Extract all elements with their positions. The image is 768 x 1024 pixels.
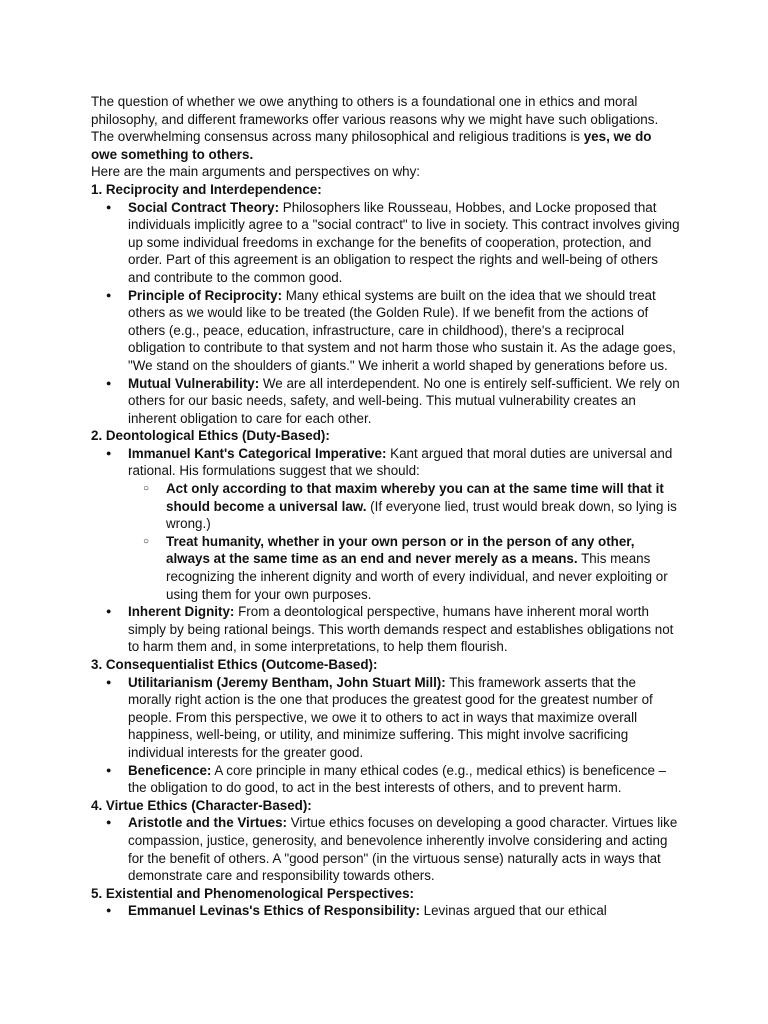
list-item (91, 375, 681, 428)
list-item (91, 674, 681, 762)
list-item (91, 199, 681, 287)
item-term: Social Contract Theory: (128, 199, 280, 215)
subitem-text: (If everyone lied, trust would break down, so lying is wrong.) (166, 498, 677, 532)
intro-lead: Here are the main arguments and perspectives on why: (91, 164, 420, 180)
section-5-title: 5. Existential and Phenomenological Perspectives: (91, 885, 414, 901)
subitem-text: This means recognizing the inherent dignity and worth of every individual, and never exploiting or using them for your own purposes. (166, 551, 668, 602)
item-term: Utilitarianism (Jeremy Bentham, John Stuart Mill): (128, 674, 446, 690)
section-4-title: 4. Virtue Ethics (Character-Based): (91, 797, 312, 813)
list-item (91, 902, 681, 920)
subitem-term: Treat humanity, whether in your own person or in the person of any other, always at the same time as an end and never merely as a means. (166, 533, 635, 567)
item-term: Mutual Vulnerability: (128, 375, 260, 391)
item-text: From a deontological perspective, humans have inherent moral worth simply by being rational beings. This worth demands respect and establishes obligations not to harm them and, in some interpretations, to help them flourish. (128, 604, 674, 655)
item-term: Immanuel Kant's Categorical Imperative: (128, 445, 387, 461)
list-item (91, 445, 681, 603)
intro-paragraph (91, 93, 681, 163)
item-term: Inherent Dignity: (128, 604, 235, 620)
intro-text: The question of whether we owe anything to others is a foundational one in ethics and moral philosophy, and different frameworks offer various reasons why we might have such obligations. The overwhelming consensus across many philosophical and religious traditions is (91, 94, 659, 145)
sub-list (128, 480, 681, 603)
intro-bold-text: yes, we do owe something to others. (91, 129, 652, 162)
item-text: We are all interdependent. No one is entirely self-sufficient. We rely on others for our basic needs, safety, and well-being. This mutual vulnerability creates an inherent obligation to care for each other. (128, 375, 680, 426)
section-5-list (91, 902, 681, 920)
item-text: Levinas argued that our ethical (419, 903, 607, 919)
sub-list-item (128, 480, 681, 533)
section-1-title: 1. Reciprocity and Interdependence: (91, 181, 322, 197)
section-1-list (91, 199, 681, 428)
section-4-list (91, 814, 681, 884)
item-term: Emmanuel Levinas's Ethics of Responsibility: (128, 903, 420, 919)
section-2-list (91, 445, 681, 656)
subitem-term: Act only according to that maxim whereby you can at the same time will that it should become a universal law. (166, 481, 664, 514)
item-text: Kant argued that moral duties are universal and rational. His formulations suggest that we should: (128, 445, 673, 479)
section-2-title: 2. Deontological Ethics (Duty-Based): (91, 428, 330, 444)
item-term: Principle of Reciprocity: (128, 287, 283, 303)
section-3-title: 3. Consequentialist Ethics (Outcome-Based): (91, 657, 378, 672)
list-item (91, 814, 681, 884)
item-text: A core principle in many ethical codes (e.g., medical ethics) is beneficence – the obligation to do good, to act in the best interests of others, and to prevent harm. (128, 762, 667, 796)
item-term: Aristotle and the Virtues: (128, 815, 287, 831)
section-3-list (91, 674, 681, 797)
item-text: Philosophers like Rousseau, Hobbes, and Locke proposed that individuals implicitly agree to a "social contract" to live in society. This contract involves giving up some individual freedoms in exchange for the benefits of cooperation, protection, and order. Part of this agreement is an obligation to respect the rights and well-being of others and contribute to the common good. (128, 199, 680, 285)
list-item (91, 603, 681, 656)
item-term: Beneficence: (128, 762, 212, 778)
document-body (91, 93, 681, 920)
sub-list-item (128, 533, 681, 603)
item-text: This framework asserts that the morally right action is the one that produces the greatest good for the greatest number of people. From this perspective, we owe it to others to act in ways that maximize overall happiness, well-being, or utility, and minimize suffering. This might involve sacrificing individual interests for the greater good. (128, 674, 653, 760)
list-item (91, 287, 681, 375)
item-text: Virtue ethics focuses on developing a good character. Virtues like compassion, justice, generosity, and benevolence inherently involve considering and acting for the benefit of others. A "good person" (in the virtuous sense) naturally acts in ways that demonstrate care and responsibility towards others. (128, 815, 678, 884)
item-text: Many ethical systems are built on the idea that we should treat others as we would like to be treated (the Golden Rule). If we benefit from the actions of others (e.g., peace, education, infrastructure, care in childhood), there's a reciprocal obligation to contribute to that system and not harm those who sustain it. As the adage goes, "We stand on the shoulders of giants." We inherit a world shaped by generations before us. (128, 287, 676, 373)
list-item (91, 762, 681, 797)
